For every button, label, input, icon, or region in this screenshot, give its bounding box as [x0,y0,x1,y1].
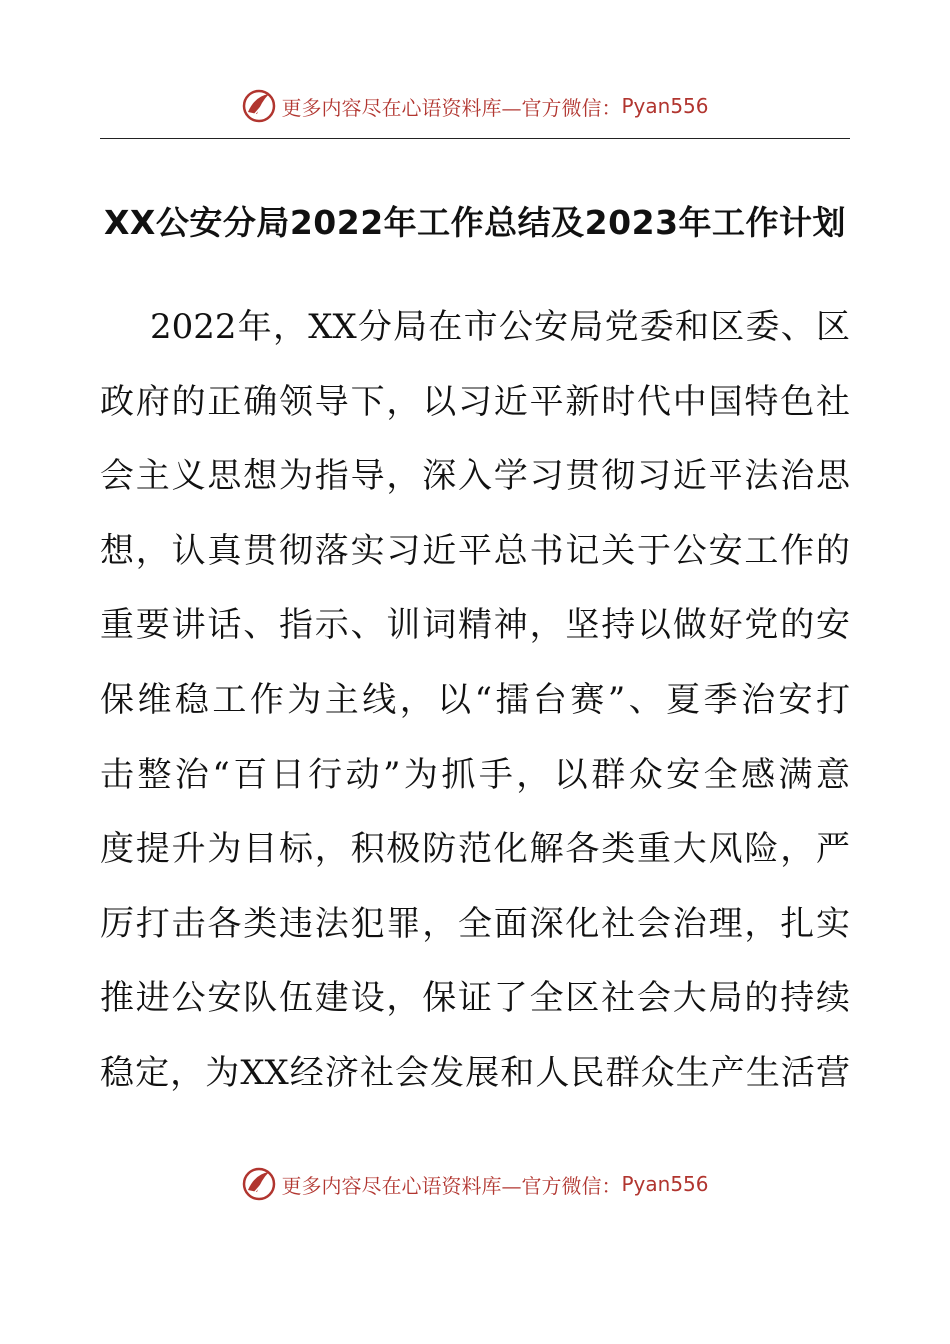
header-rule [100,138,850,139]
banner-text: 更多内容尽在心语资料库—官方微信： [281,1173,622,1198]
footer-banner [0,1162,950,1206]
banner-contact: Pyan556 [621,1172,709,1196]
banner-text: 更多内容尽在心语资料库—官方微信： [281,95,622,120]
body-paragraph [100,290,850,1111]
paragraph-line: 稳定，为XX经济社会发展和人民群众生产生活营 [100,1052,850,1093]
paragraph-line: 厉打击各类违法犯罪，全面深化社会治理，扎实 [100,903,850,944]
page-title: XX公安分局2022年工作总结及2023年工作计划 [103,203,847,242]
paragraph-line: 会主义思想为指导，深入学习贯彻习近平法治思 [100,456,850,497]
paragraph-line: 推进公安队伍建设，保证了全区社会大局的持续 [100,978,850,1019]
quill-seal-logo [241,88,277,124]
paragraph-line: 度提升为目标，积极防范化解各类重大风险，严 [100,829,850,870]
paragraph-line: 重要讲话、指示、训词精神，坚持以做好党的安 [100,605,850,646]
paragraph-line: 保维稳工作为主线，以“擂台赛”、夏季治安打 [100,679,850,720]
paragraph-line: 政府的正确领导下，以习近平新时代中国特色社 [100,381,850,422]
paragraph-line: 2022年，XX分局在市公安局党委和区委、区 [150,307,850,347]
paragraph-line: 想，认真贯彻落实习近平总书记关于公安工作的 [100,530,850,571]
header-banner [0,84,950,128]
banner-contact: Pyan556 [621,94,709,118]
quill-seal-logo [241,1166,277,1202]
paragraph-line: 击整治“百日行动”为抓手，以群众安全感满意 [100,754,850,795]
